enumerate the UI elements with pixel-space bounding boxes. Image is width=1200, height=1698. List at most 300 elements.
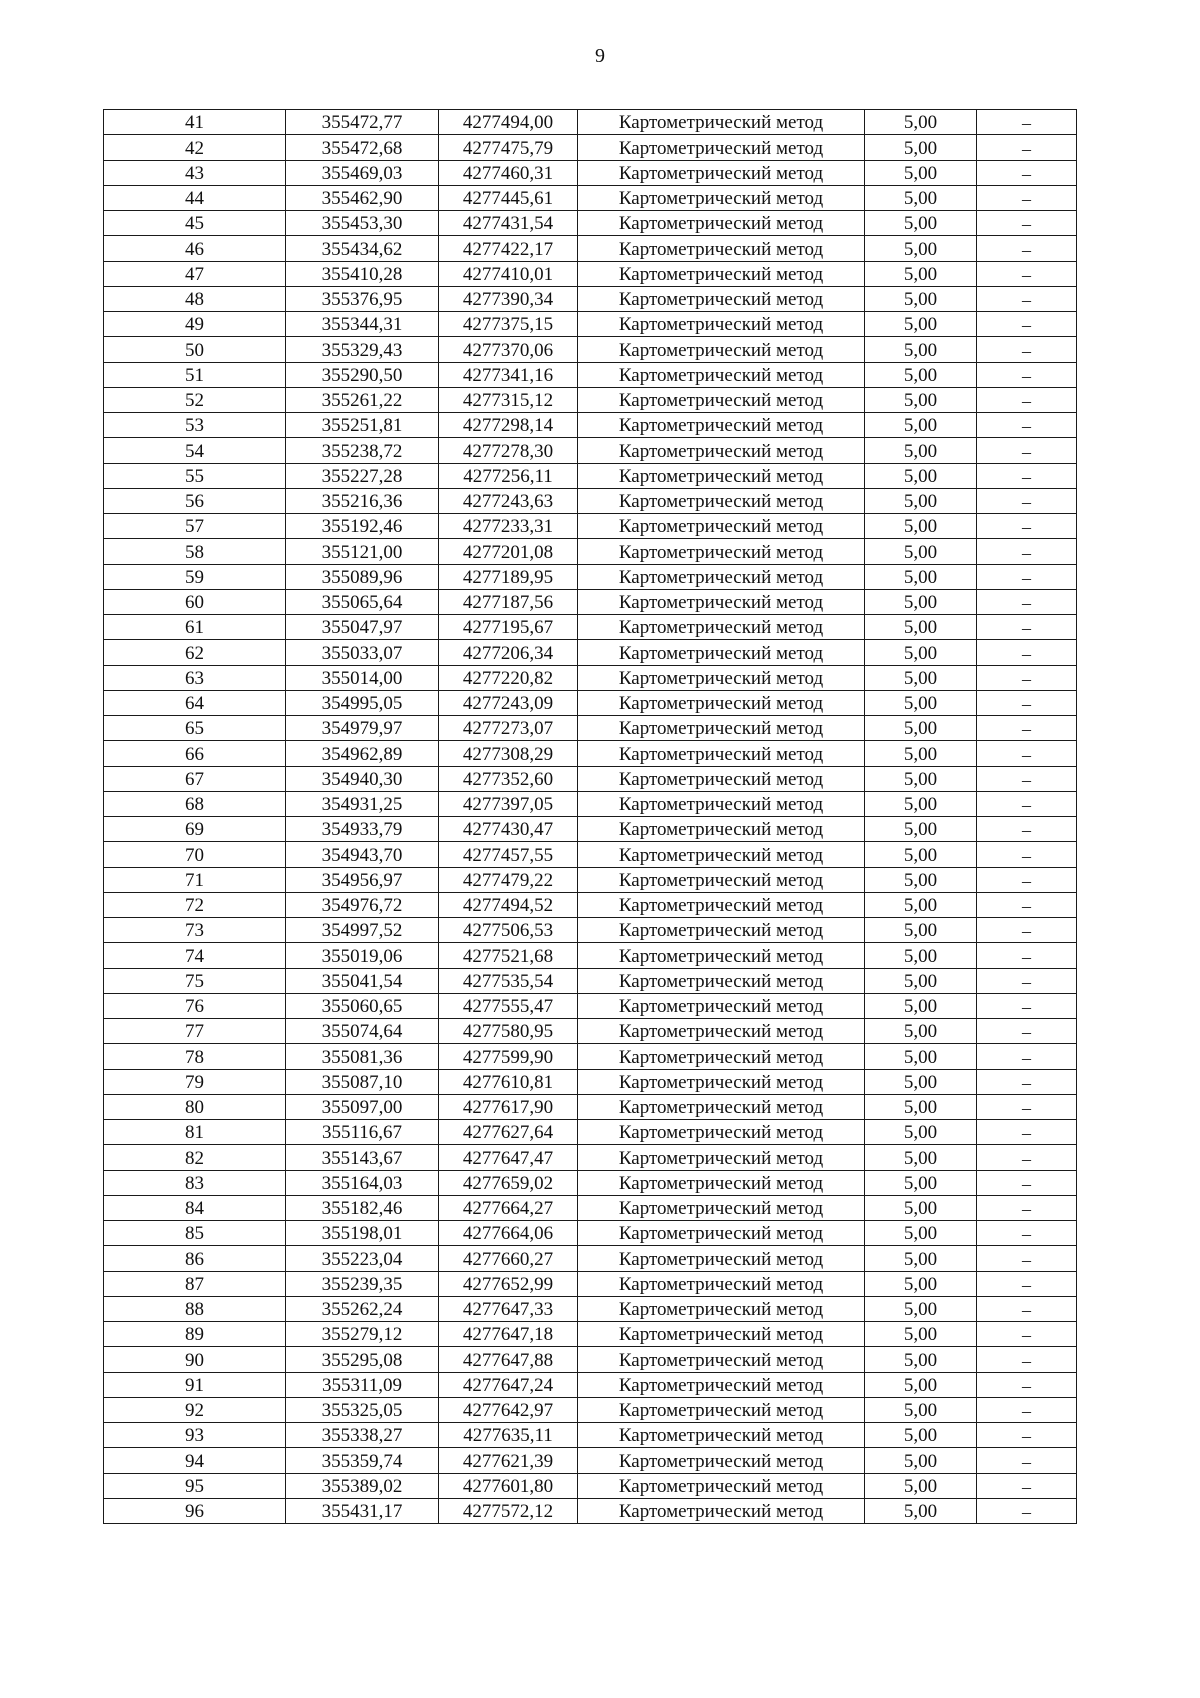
dash-cell: – <box>977 1246 1077 1271</box>
accuracy-cell: 5,00 <box>865 943 977 968</box>
point-number-cell: 41 <box>104 110 286 135</box>
accuracy-cell: 5,00 <box>865 968 977 993</box>
point-number-cell: 83 <box>104 1170 286 1195</box>
dash-cell: – <box>977 312 1077 337</box>
x-coordinate-cell: 355164,03 <box>286 1170 439 1195</box>
method-cell: Картометрический метод <box>578 261 865 286</box>
dash-cell: – <box>977 236 1077 261</box>
accuracy-cell: 5,00 <box>865 1019 977 1044</box>
x-coordinate-cell: 355311,09 <box>286 1372 439 1397</box>
accuracy-cell: 5,00 <box>865 918 977 943</box>
point-number-cell: 46 <box>104 236 286 261</box>
dash-cell: – <box>977 261 1077 286</box>
method-cell: Картометрический метод <box>578 564 865 589</box>
dash-cell: – <box>977 690 1077 715</box>
y-coordinate-cell: 4277397,05 <box>439 791 578 816</box>
accuracy-cell: 5,00 <box>865 1397 977 1422</box>
x-coordinate-cell: 354931,25 <box>286 791 439 816</box>
dash-cell: – <box>977 791 1077 816</box>
x-coordinate-cell: 355389,02 <box>286 1473 439 1498</box>
y-coordinate-cell: 4277599,90 <box>439 1044 578 1069</box>
x-coordinate-cell: 354962,89 <box>286 741 439 766</box>
point-number-cell: 72 <box>104 892 286 917</box>
point-number-cell: 81 <box>104 1120 286 1145</box>
dash-cell: – <box>977 185 1077 210</box>
y-coordinate-cell: 4277410,01 <box>439 261 578 286</box>
method-cell: Картометрический метод <box>578 1498 865 1523</box>
y-coordinate-cell: 4277315,12 <box>439 387 578 412</box>
y-coordinate-cell: 4277243,63 <box>439 488 578 513</box>
x-coordinate-cell: 355033,07 <box>286 640 439 665</box>
dash-cell: – <box>977 1271 1077 1296</box>
table-row <box>104 1246 1077 1271</box>
y-coordinate-cell: 4277652,99 <box>439 1271 578 1296</box>
method-cell: Картометрический метод <box>578 968 865 993</box>
y-coordinate-cell: 4277521,68 <box>439 943 578 968</box>
method-cell: Картометрический метод <box>578 1145 865 1170</box>
dash-cell: – <box>977 514 1077 539</box>
point-number-cell: 57 <box>104 514 286 539</box>
accuracy-cell: 5,00 <box>865 110 977 135</box>
point-number-cell: 66 <box>104 741 286 766</box>
x-coordinate-cell: 354995,05 <box>286 690 439 715</box>
x-coordinate-cell: 355238,72 <box>286 438 439 463</box>
method-cell: Картометрический метод <box>578 640 865 665</box>
method-cell: Картометрический метод <box>578 362 865 387</box>
x-coordinate-cell: 355097,00 <box>286 1094 439 1119</box>
table-row <box>104 1019 1077 1044</box>
x-coordinate-cell: 355182,46 <box>286 1195 439 1220</box>
y-coordinate-cell: 4277647,88 <box>439 1347 578 1372</box>
table-row <box>104 211 1077 236</box>
page-number: 9 <box>595 45 605 67</box>
accuracy-cell: 5,00 <box>865 716 977 741</box>
y-coordinate-cell: 4277430,47 <box>439 817 578 842</box>
method-cell: Картометрический метод <box>578 1296 865 1321</box>
x-coordinate-cell: 355453,30 <box>286 211 439 236</box>
table-row <box>104 1498 1077 1523</box>
dash-cell: – <box>977 892 1077 917</box>
x-coordinate-cell: 355227,28 <box>286 463 439 488</box>
method-cell: Картометрический метод <box>578 337 865 362</box>
dash-cell: – <box>977 1094 1077 1119</box>
x-coordinate-cell: 355329,43 <box>286 337 439 362</box>
point-number-cell: 61 <box>104 615 286 640</box>
method-cell: Картометрический метод <box>578 589 865 614</box>
method-cell: Картометрический метод <box>578 918 865 943</box>
point-number-cell: 55 <box>104 463 286 488</box>
point-number-cell: 67 <box>104 766 286 791</box>
dash-cell: – <box>977 1195 1077 1220</box>
dash-cell: – <box>977 1322 1077 1347</box>
y-coordinate-cell: 4277494,00 <box>439 110 578 135</box>
dash-cell: – <box>977 943 1077 968</box>
method-cell: Картометрический метод <box>578 1397 865 1422</box>
dash-cell: – <box>977 741 1077 766</box>
point-number-cell: 64 <box>104 690 286 715</box>
dash-cell: – <box>977 716 1077 741</box>
y-coordinate-cell: 4277375,15 <box>439 312 578 337</box>
table-row <box>104 185 1077 210</box>
dash-cell: – <box>977 438 1077 463</box>
table-row <box>104 993 1077 1018</box>
method-cell: Картометрический метод <box>578 1271 865 1296</box>
y-coordinate-cell: 4277278,30 <box>439 438 578 463</box>
accuracy-cell: 5,00 <box>865 665 977 690</box>
table-row <box>104 665 1077 690</box>
point-number-cell: 86 <box>104 1246 286 1271</box>
x-coordinate-cell: 354997,52 <box>286 918 439 943</box>
y-coordinate-cell: 4277635,11 <box>439 1423 578 1448</box>
x-coordinate-cell: 354943,70 <box>286 842 439 867</box>
y-coordinate-cell: 4277475,79 <box>439 135 578 160</box>
dash-cell: – <box>977 1347 1077 1372</box>
dash-cell: – <box>977 463 1077 488</box>
y-coordinate-cell: 4277664,27 <box>439 1195 578 1220</box>
method-cell: Картометрический метод <box>578 236 865 261</box>
x-coordinate-cell: 355239,35 <box>286 1271 439 1296</box>
table-row <box>104 514 1077 539</box>
dash-cell: – <box>977 640 1077 665</box>
dash-cell: – <box>977 1120 1077 1145</box>
method-cell: Картометрический метод <box>578 1448 865 1473</box>
y-coordinate-cell: 4277457,55 <box>439 842 578 867</box>
x-coordinate-cell: 355251,81 <box>286 413 439 438</box>
dash-cell: – <box>977 993 1077 1018</box>
accuracy-cell: 5,00 <box>865 1120 977 1145</box>
method-cell: Картометрический метод <box>578 488 865 513</box>
y-coordinate-cell: 4277352,60 <box>439 766 578 791</box>
method-cell: Картометрический метод <box>578 1246 865 1271</box>
accuracy-cell: 5,00 <box>865 690 977 715</box>
point-number-cell: 76 <box>104 993 286 1018</box>
dash-cell: – <box>977 1448 1077 1473</box>
table-row <box>104 261 1077 286</box>
y-coordinate-cell: 4277445,61 <box>439 185 578 210</box>
method-cell: Картометрический метод <box>578 1347 865 1372</box>
table-row <box>104 362 1077 387</box>
table-row <box>104 741 1077 766</box>
point-number-cell: 52 <box>104 387 286 412</box>
table-row <box>104 690 1077 715</box>
dash-cell: – <box>977 135 1077 160</box>
x-coordinate-cell: 355223,04 <box>286 1246 439 1271</box>
dash-cell: – <box>977 842 1077 867</box>
table-row <box>104 387 1077 412</box>
y-coordinate-cell: 4277189,95 <box>439 564 578 589</box>
x-coordinate-cell: 355065,64 <box>286 589 439 614</box>
point-number-cell: 60 <box>104 589 286 614</box>
point-number-cell: 73 <box>104 918 286 943</box>
method-cell: Картометрический метод <box>578 943 865 968</box>
accuracy-cell: 5,00 <box>865 640 977 665</box>
method-cell: Картометрический метод <box>578 1195 865 1220</box>
x-coordinate-cell: 355338,27 <box>286 1423 439 1448</box>
y-coordinate-cell: 4277659,02 <box>439 1170 578 1195</box>
y-coordinate-cell: 4277341,16 <box>439 362 578 387</box>
method-cell: Картометрический метод <box>578 1372 865 1397</box>
accuracy-cell: 5,00 <box>865 1044 977 1069</box>
table-row <box>104 413 1077 438</box>
y-coordinate-cell: 4277243,09 <box>439 690 578 715</box>
y-coordinate-cell: 4277195,67 <box>439 615 578 640</box>
point-number-cell: 45 <box>104 211 286 236</box>
dash-cell: – <box>977 488 1077 513</box>
y-coordinate-cell: 4277187,56 <box>439 589 578 614</box>
x-coordinate-cell: 355359,74 <box>286 1448 439 1473</box>
method-cell: Картометрический метод <box>578 1094 865 1119</box>
method-cell: Картометрический метод <box>578 539 865 564</box>
point-number-cell: 53 <box>104 413 286 438</box>
x-coordinate-cell: 355469,03 <box>286 160 439 185</box>
point-number-cell: 48 <box>104 286 286 311</box>
method-cell: Картометрический метод <box>578 211 865 236</box>
x-coordinate-cell: 355295,08 <box>286 1347 439 1372</box>
point-number-cell: 80 <box>104 1094 286 1119</box>
method-cell: Картометрический метод <box>578 387 865 412</box>
point-number-cell: 59 <box>104 564 286 589</box>
x-coordinate-cell: 355121,00 <box>286 539 439 564</box>
accuracy-cell: 5,00 <box>865 817 977 842</box>
method-cell: Картометрический метод <box>578 110 865 135</box>
y-coordinate-cell: 4277256,11 <box>439 463 578 488</box>
accuracy-cell: 5,00 <box>865 438 977 463</box>
dash-cell: – <box>977 564 1077 589</box>
table-row <box>104 892 1077 917</box>
table-row <box>104 842 1077 867</box>
y-coordinate-cell: 4277308,29 <box>439 741 578 766</box>
y-coordinate-cell: 4277627,64 <box>439 1120 578 1145</box>
x-coordinate-cell: 355060,65 <box>286 993 439 1018</box>
coordinates-table-body <box>104 110 1077 1524</box>
method-cell: Картометрический метод <box>578 1221 865 1246</box>
accuracy-cell: 5,00 <box>865 741 977 766</box>
y-coordinate-cell: 4277572,12 <box>439 1498 578 1523</box>
method-cell: Картометрический метод <box>578 1069 865 1094</box>
y-coordinate-cell: 4277506,53 <box>439 918 578 943</box>
x-coordinate-cell: 355434,62 <box>286 236 439 261</box>
y-coordinate-cell: 4277535,54 <box>439 968 578 993</box>
y-coordinate-cell: 4277642,97 <box>439 1397 578 1422</box>
dash-cell: – <box>977 413 1077 438</box>
x-coordinate-cell: 355143,67 <box>286 1145 439 1170</box>
x-coordinate-cell: 355472,68 <box>286 135 439 160</box>
dash-cell: – <box>977 1069 1077 1094</box>
table-row <box>104 817 1077 842</box>
point-number-cell: 49 <box>104 312 286 337</box>
table-row <box>104 110 1077 135</box>
table-row <box>104 135 1077 160</box>
table-row <box>104 1170 1077 1195</box>
x-coordinate-cell: 355261,22 <box>286 387 439 412</box>
accuracy-cell: 5,00 <box>865 993 977 1018</box>
point-number-cell: 47 <box>104 261 286 286</box>
method-cell: Картометрический метод <box>578 690 865 715</box>
x-coordinate-cell: 355462,90 <box>286 185 439 210</box>
accuracy-cell: 5,00 <box>865 488 977 513</box>
table-row <box>104 160 1077 185</box>
method-cell: Картометрический метод <box>578 438 865 463</box>
x-coordinate-cell: 355216,36 <box>286 488 439 513</box>
accuracy-cell: 5,00 <box>865 387 977 412</box>
y-coordinate-cell: 4277555,47 <box>439 993 578 1018</box>
coordinates-table <box>103 109 1077 1524</box>
accuracy-cell: 5,00 <box>865 160 977 185</box>
y-coordinate-cell: 4277273,07 <box>439 716 578 741</box>
table-row <box>104 1296 1077 1321</box>
table-row <box>104 1397 1077 1422</box>
method-cell: Картометрический метод <box>578 1170 865 1195</box>
accuracy-cell: 5,00 <box>865 1195 977 1220</box>
method-cell: Картометрический метод <box>578 665 865 690</box>
dash-cell: – <box>977 1170 1077 1195</box>
dash-cell: – <box>977 665 1077 690</box>
dash-cell: – <box>977 286 1077 311</box>
y-coordinate-cell: 4277206,34 <box>439 640 578 665</box>
table-row <box>104 918 1077 943</box>
method-cell: Картометрический метод <box>578 1322 865 1347</box>
table-row <box>104 943 1077 968</box>
table-row <box>104 1347 1077 1372</box>
method-cell: Картометрический метод <box>578 817 865 842</box>
x-coordinate-cell: 355262,24 <box>286 1296 439 1321</box>
accuracy-cell: 5,00 <box>865 1347 977 1372</box>
point-number-cell: 54 <box>104 438 286 463</box>
dash-cell: – <box>977 589 1077 614</box>
dash-cell: – <box>977 817 1077 842</box>
y-coordinate-cell: 4277647,33 <box>439 1296 578 1321</box>
x-coordinate-cell: 355074,64 <box>286 1019 439 1044</box>
point-number-cell: 69 <box>104 817 286 842</box>
point-number-cell: 96 <box>104 1498 286 1523</box>
x-coordinate-cell: 355116,67 <box>286 1120 439 1145</box>
accuracy-cell: 5,00 <box>865 337 977 362</box>
point-number-cell: 78 <box>104 1044 286 1069</box>
table-row <box>104 236 1077 261</box>
point-number-cell: 85 <box>104 1221 286 1246</box>
dash-cell: – <box>977 766 1077 791</box>
point-number-cell: 84 <box>104 1195 286 1220</box>
table-row <box>104 438 1077 463</box>
point-number-cell: 87 <box>104 1271 286 1296</box>
dash-cell: – <box>977 539 1077 564</box>
accuracy-cell: 5,00 <box>865 1372 977 1397</box>
dash-cell: – <box>977 211 1077 236</box>
y-coordinate-cell: 4277621,39 <box>439 1448 578 1473</box>
y-coordinate-cell: 4277647,24 <box>439 1372 578 1397</box>
accuracy-cell: 5,00 <box>865 1296 977 1321</box>
point-number-cell: 56 <box>104 488 286 513</box>
dash-cell: – <box>977 1044 1077 1069</box>
table-row <box>104 564 1077 589</box>
point-number-cell: 50 <box>104 337 286 362</box>
dash-cell: – <box>977 1473 1077 1498</box>
method-cell: Картометрический метод <box>578 463 865 488</box>
method-cell: Картометрический метод <box>578 135 865 160</box>
x-coordinate-cell: 355041,54 <box>286 968 439 993</box>
x-coordinate-cell: 354933,79 <box>286 817 439 842</box>
x-coordinate-cell: 355019,06 <box>286 943 439 968</box>
table-row <box>104 766 1077 791</box>
point-number-cell: 43 <box>104 160 286 185</box>
dash-cell: – <box>977 1498 1077 1523</box>
accuracy-cell: 5,00 <box>865 842 977 867</box>
accuracy-cell: 5,00 <box>865 1069 977 1094</box>
y-coordinate-cell: 4277201,08 <box>439 539 578 564</box>
x-coordinate-cell: 355081,36 <box>286 1044 439 1069</box>
method-cell: Картометрический метод <box>578 1019 865 1044</box>
accuracy-cell: 5,00 <box>865 564 977 589</box>
method-cell: Картометрический метод <box>578 413 865 438</box>
dash-cell: – <box>977 387 1077 412</box>
method-cell: Картометрический метод <box>578 993 865 1018</box>
table-row <box>104 615 1077 640</box>
point-number-cell: 92 <box>104 1397 286 1422</box>
dash-cell: – <box>977 867 1077 892</box>
point-number-cell: 62 <box>104 640 286 665</box>
accuracy-cell: 5,00 <box>865 791 977 816</box>
y-coordinate-cell: 4277617,90 <box>439 1094 578 1119</box>
method-cell: Картометрический метод <box>578 766 865 791</box>
dash-cell: – <box>977 160 1077 185</box>
x-coordinate-cell: 355376,95 <box>286 286 439 311</box>
table-row <box>104 1145 1077 1170</box>
accuracy-cell: 5,00 <box>865 1170 977 1195</box>
method-cell: Картометрический метод <box>578 286 865 311</box>
accuracy-cell: 5,00 <box>865 135 977 160</box>
table-row <box>104 1094 1077 1119</box>
point-number-cell: 44 <box>104 185 286 210</box>
table-row <box>104 312 1077 337</box>
point-number-cell: 63 <box>104 665 286 690</box>
accuracy-cell: 5,00 <box>865 1094 977 1119</box>
table-row <box>104 1069 1077 1094</box>
dash-cell: – <box>977 110 1077 135</box>
accuracy-cell: 5,00 <box>865 1498 977 1523</box>
point-number-cell: 75 <box>104 968 286 993</box>
y-coordinate-cell: 4277494,52 <box>439 892 578 917</box>
table-row <box>104 589 1077 614</box>
y-coordinate-cell: 4277610,81 <box>439 1069 578 1094</box>
dash-cell: – <box>977 1221 1077 1246</box>
point-number-cell: 70 <box>104 842 286 867</box>
accuracy-cell: 5,00 <box>865 539 977 564</box>
accuracy-cell: 5,00 <box>865 236 977 261</box>
point-number-cell: 91 <box>104 1372 286 1397</box>
y-coordinate-cell: 4277479,22 <box>439 867 578 892</box>
y-coordinate-cell: 4277601,80 <box>439 1473 578 1498</box>
accuracy-cell: 5,00 <box>865 1322 977 1347</box>
y-coordinate-cell: 4277422,17 <box>439 236 578 261</box>
dash-cell: – <box>977 918 1077 943</box>
point-number-cell: 93 <box>104 1423 286 1448</box>
method-cell: Картометрический метод <box>578 892 865 917</box>
dash-cell: – <box>977 362 1077 387</box>
method-cell: Картометрический метод <box>578 741 865 766</box>
table-row <box>104 1372 1077 1397</box>
table-row <box>104 539 1077 564</box>
y-coordinate-cell: 4277660,27 <box>439 1246 578 1271</box>
method-cell: Картометрический метод <box>578 1120 865 1145</box>
accuracy-cell: 5,00 <box>865 892 977 917</box>
x-coordinate-cell: 355344,31 <box>286 312 439 337</box>
table-row <box>104 716 1077 741</box>
y-coordinate-cell: 4277298,14 <box>439 413 578 438</box>
x-coordinate-cell: 354940,30 <box>286 766 439 791</box>
method-cell: Картометрический метод <box>578 716 865 741</box>
x-coordinate-cell: 354956,97 <box>286 867 439 892</box>
x-coordinate-cell: 355198,01 <box>286 1221 439 1246</box>
